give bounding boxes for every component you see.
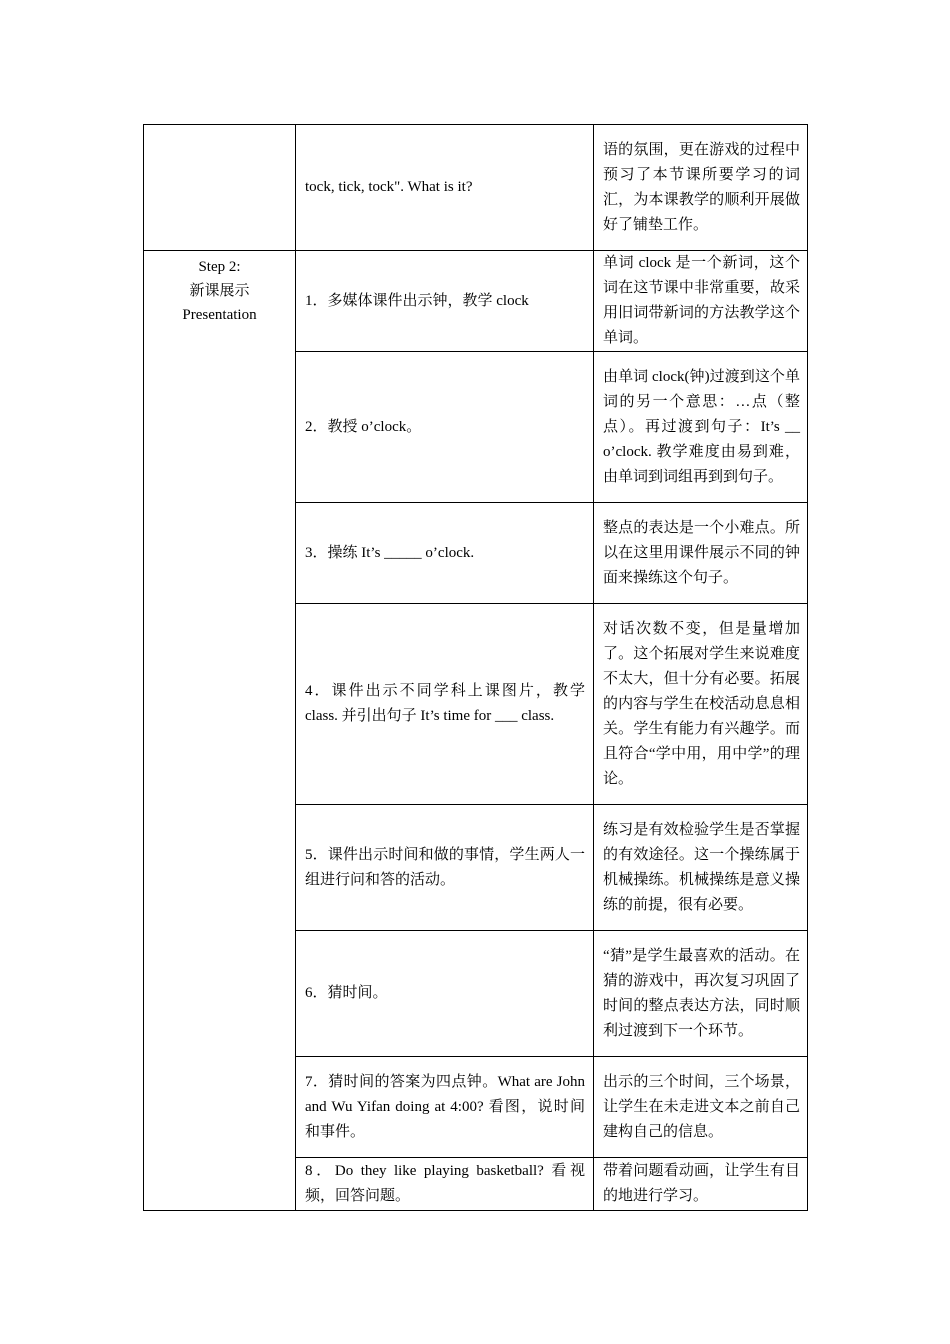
lesson-plan-table	[143, 124, 808, 1211]
step-cell-empty	[144, 125, 296, 251]
note-text: 出示的三个时间，三个场景，让学生在未走进文本之前自己建构自己的信息。	[603, 1073, 800, 1140]
note-cell	[594, 604, 808, 805]
activity-cell	[296, 503, 594, 604]
activity-text: 2．教授 o’clock。	[305, 418, 422, 435]
note-text: 练习是有效检验学生是否掌握的有效途径。这一个操练属于机械操练。机械操练是意义操练的前提，很有必要。	[603, 821, 800, 913]
activity-cell	[296, 604, 594, 805]
note-cell	[594, 1158, 808, 1211]
activity-cell	[296, 1158, 594, 1211]
step-title-en: Presentation	[182, 307, 257, 323]
activity-cell	[296, 1057, 594, 1158]
note-cell	[594, 805, 808, 931]
note-text: 由单词 clock(钟)过渡到这个单词的另一个意思：…点（整点）。再过渡到句子：It’s __ o’clock. 教学难度由易到难，由单词到词组再到到句子。	[603, 368, 800, 485]
activity-cell	[296, 251, 594, 352]
activity-cell	[296, 931, 594, 1057]
activity-text: 1．多媒体课件出示钟，教学 clock	[305, 292, 529, 309]
activity-text: tock, tick, tock". What is it?	[305, 179, 473, 195]
step-label: Step 2:	[198, 259, 241, 275]
note-text: “猜”是学生最喜欢的活动。在猜的游戏中，再次复习巩固了时间的整点表达方法，同时顺利过渡到下一个环节。	[603, 947, 800, 1039]
note-cell	[594, 503, 808, 604]
note-cell	[594, 1057, 808, 1158]
step-title-cn: 新课展示	[189, 283, 250, 299]
note-text: 对话次数不变，但是量增加了。这个拓展对学生来说难度不太大，但十分有必要。拓展的内容与学生在校活动息息相关。学生有能力有兴趣学。而且符合“学中用，用中学”的理论。	[603, 620, 800, 787]
activity-text: 4．课件出示不同学科上课图片，教学 class. 并引出句子 It’s time for ___ class.	[305, 683, 585, 724]
activity-cell	[296, 805, 594, 931]
activity-text: 5．课件出示时间和做的事情，学生两人一组进行问和答的活动。	[305, 846, 585, 888]
note-cell	[594, 251, 808, 352]
activity-text: 3．操练 It’s _____ o’clock.	[305, 544, 475, 561]
note-cell	[594, 352, 808, 503]
step-cell	[144, 251, 296, 1211]
activity-text: 8．Do they like playing basketball? 看视频，回答问题。	[305, 1163, 585, 1204]
note-text: 整点的表达是一个小难点。所以在这里用课件展示不同的钟面来操练这个句子。	[603, 519, 800, 586]
activity-text: 7．猜时间的答案为四点钟。What are John and Wu Yifan doing at 4:00? 看图，说时间和事件。	[305, 1073, 585, 1140]
note-text: 单词 clock 是一个新词，这个词在这节课中非常重要，故采用旧词带新词的方法教学这个单词。	[603, 255, 800, 346]
table-row	[144, 251, 808, 352]
note-cell	[594, 931, 808, 1057]
activity-cell	[296, 352, 594, 503]
activity-text: 6．猜时间。	[305, 985, 388, 1001]
table-row	[144, 125, 808, 251]
note-cell	[594, 125, 808, 251]
note-text: 语的氛围，更在游戏的过程中预习了本节课所要学习的词汇，为本课教学的顺利开展做好了铺垫工作。	[603, 141, 800, 233]
note-text: 带着问题看动画，让学生有目的地进行学习。	[603, 1163, 800, 1204]
activity-cell	[296, 125, 594, 251]
